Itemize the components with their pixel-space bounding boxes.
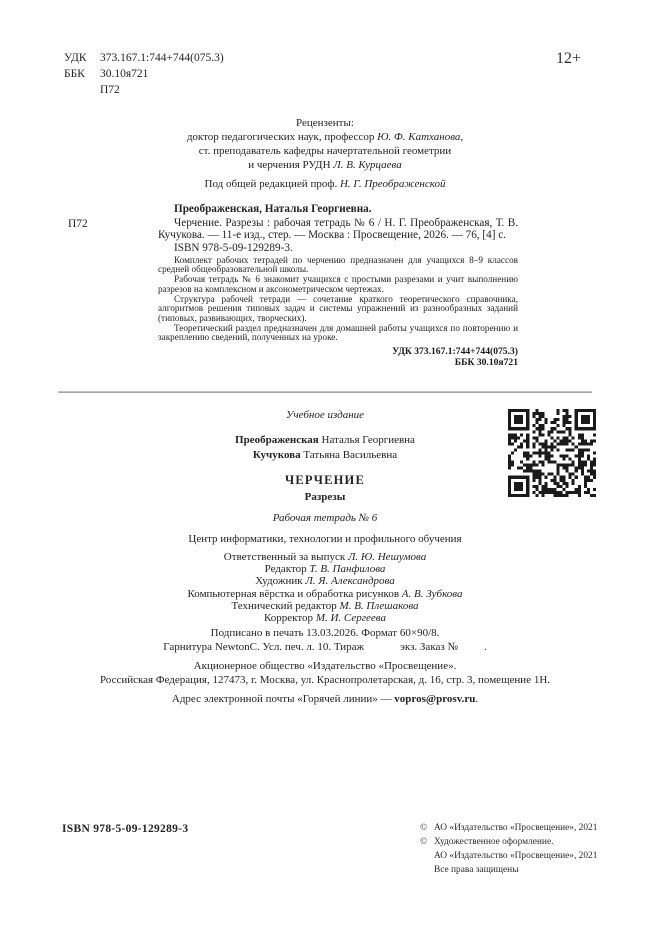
credit-role: Ответственный за выпуск: [223, 551, 346, 563]
copyright-block: [420, 821, 597, 877]
catalog-margin-code: П72: [68, 218, 88, 230]
credit-line: [60, 588, 590, 600]
series-text: Рабочая тетрадь № 6: [272, 512, 378, 524]
author-name: Наталья Георгиевна: [321, 434, 415, 446]
copyright-line: [420, 835, 597, 849]
annotation-paragraph: Теоретический раздел предназначен для домашней работы учащихся по повторению и закреплению сведений, полученных на уроке.: [158, 322, 518, 343]
author-line: [60, 433, 590, 448]
reviewer-line: [60, 158, 590, 172]
credits-list: [60, 551, 590, 624]
udk-line: [64, 50, 224, 66]
copyright-text: Все права защищены: [434, 865, 519, 875]
publisher-address: Российская Федерация, 127473, г. Москва, ул. Краснопролетарская, д. 16, стр. 3, помещение 1Н.: [99, 674, 551, 686]
copyright-sign: ©: [420, 823, 428, 833]
general-editor-line: [60, 177, 590, 191]
reviewers-section: [60, 116, 590, 191]
horizontal-divider: [58, 391, 592, 393]
book-code: П72: [100, 84, 120, 96]
reviewer-line: [60, 130, 590, 144]
author-name: Татьяна Васильевна: [303, 448, 398, 461]
bbk-line: [64, 66, 224, 82]
copyright-text: АО «Издательство «Просвещение», 2021: [434, 851, 598, 861]
series-name: [60, 511, 590, 525]
annotation-paragraph: Рабочая тетрадь № 6 знакомит учащихся с простыми разрезами и учит выполнению разрезов на комплексном и аксонометрическом чертежах.: [158, 274, 518, 294]
udk-ref: УДК 373.167.1:744+744(075.3): [392, 346, 518, 358]
catalog-description: Черчение. Разрезы : рабочая тетрадь № 6 / Н. Г. Преображенская, Т. В. Кучукова. — 11-е изд., стер. — Москва : Просвещение, 2026. — 76, [4] с.: [158, 216, 518, 242]
edition-type-text: Учебное издание: [285, 409, 365, 421]
copyright-sign: ©: [420, 837, 428, 847]
imprint-section: [60, 406, 590, 624]
publishing-center: Центр информатики, технологии и профильного обучения: [188, 533, 462, 545]
credit-role: Технический редактор: [231, 599, 337, 612]
reviewers-heading: Рецензенты:: [296, 117, 354, 129]
author-line: [60, 448, 590, 463]
udk-value: 373.167.1:744+744(075.3): [100, 52, 224, 64]
catalog-card: [60, 203, 518, 368]
reviewer-line: ст. преподаватель кафедры начертательной геометрии: [198, 145, 452, 157]
book-subtitle: Разрезы: [304, 491, 346, 503]
catalog-refs: [158, 346, 518, 368]
credit-role: Компьютерная вёрстка и обработка рисунков: [187, 587, 400, 600]
bbk-ref: ББК 30.10я721: [454, 357, 518, 369]
reviewer-name: Л. В. Курцаева: [333, 159, 402, 171]
print-run-text: Гарнитура NewtonC. Усл. печ. л. 10. Тираж: [163, 641, 365, 653]
publisher-block: [60, 659, 590, 687]
editor-role: Под общей редакцией проф.: [204, 178, 338, 190]
bbk-label: ББК: [64, 68, 85, 80]
editor-name: Н. Г. Преображенской: [339, 178, 446, 190]
bbk-value: 30.10я721: [100, 68, 149, 80]
credit-name: М. В. Плешакова: [339, 599, 419, 612]
catalog-author: Преображенская, Наталья Георгиевна.: [174, 203, 372, 215]
credit-name: Л. Ю. Нешумова: [347, 551, 427, 563]
credit-name: М. И. Сергеева: [315, 612, 386, 625]
book-title: ЧЕРЧЕНИЕ: [284, 473, 366, 487]
credit-line: [60, 563, 590, 575]
catalog-isbn: ISBN 978-5-09-129289-3.: [174, 241, 293, 254]
line-end: .: [483, 641, 487, 653]
credit-role: Редактор: [264, 563, 307, 576]
footer-isbn: ISBN 978-5-09-129289-3: [62, 823, 189, 835]
hotline-email[interactable]: vopros@prosv.ru: [394, 693, 476, 705]
print-date-line: Подписано в печать 13.03.2026. Формат 60×90/8.: [210, 627, 440, 639]
order-text: экз. Заказ №: [400, 641, 458, 653]
credit-role: Художник: [255, 575, 303, 588]
annotation-paragraph: Комплект рабочих тетрадей по черчению предназначен для учащихся 8–9 классов средней общеобразовательной школы.: [158, 254, 518, 275]
credit-line: [60, 575, 590, 587]
copyright-sign: [420, 849, 434, 863]
imprint-authors: [60, 433, 590, 462]
copyright-text: Художественное оформление.: [434, 837, 554, 847]
print-info: [60, 626, 590, 706]
print-run-line: [60, 640, 590, 654]
credit-name: Т. В. Панфилова: [309, 563, 386, 576]
reviewer-role: и черчения РУДН: [248, 159, 331, 171]
reviewer-role: доктор педагогических наук, профессор: [186, 131, 375, 143]
udk-block: [64, 50, 224, 98]
credit-role: Корректор: [264, 612, 314, 625]
reviewer-name: Ю. Ф. Катханова: [377, 131, 461, 143]
credit-line: [60, 612, 590, 624]
copyright-sign: [420, 863, 434, 877]
hotline-tail: .: [475, 693, 479, 705]
hotline-line: [60, 692, 590, 706]
credit-line: [60, 600, 590, 612]
credit-name: Л. Я. Александрова: [305, 575, 395, 588]
edition-type: [60, 408, 590, 422]
author-surname: Преображенская: [235, 434, 319, 446]
credit-line: [60, 551, 590, 563]
age-rating-badge: 12+: [556, 50, 582, 67]
publisher-name: Акционерное общество «Издательство «Просвещение».: [193, 660, 457, 672]
copyright-text: АО «Издательство «Просвещение», 2021: [434, 823, 598, 833]
author-surname: Кучукова: [252, 448, 301, 461]
annotation-paragraph: Структура рабочей тетради — сочетание краткого теоретического справочника, алгоритмов решения типовых задач и системы упражнений из разнообразных заданий (типовых, развивающих, творческих).: [158, 293, 518, 323]
hotline-text: Адрес электронной почты «Горячей линии» —: [171, 693, 392, 705]
copyright-line: [420, 863, 597, 877]
udk-label: УДК: [64, 52, 87, 64]
credit-name: А. В. Зубкова: [401, 587, 463, 600]
copyright-line: [420, 849, 597, 863]
reviewer-tail: ,: [460, 131, 464, 143]
catalog-card-body: [158, 203, 518, 368]
copyright-line: [420, 821, 597, 835]
